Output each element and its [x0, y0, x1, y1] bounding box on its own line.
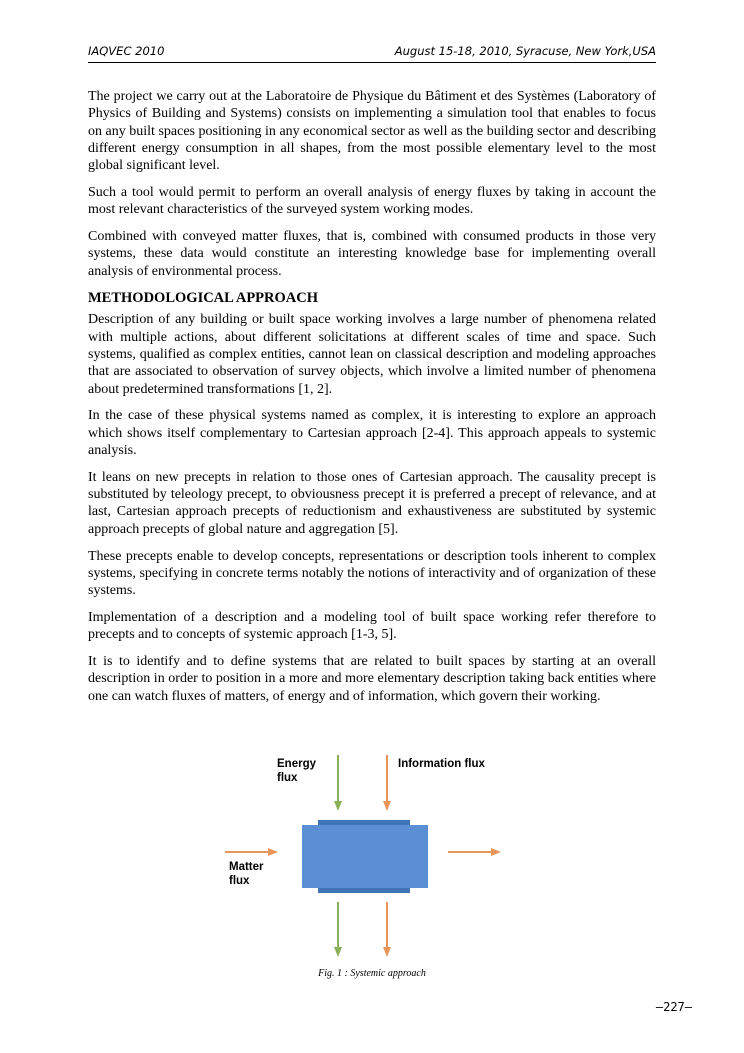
body-text: [88, 88, 656, 714]
paragraph: It is to identify and to define systems that are related to built spaces by starting at an overall description in order to position in a more and more elementary description taking back entities where one can watch fluxes of matters, of energy and of information, which govern their working.: [88, 654, 656, 704]
paragraph: It leans on new precepts in relation to those ones of Cartesian approach. The causality precept is substituted by teleology precept, to obviousness precept it is preferred a precept of relevance, and at last, Cartesian approach precepts of reductionism and exhaustiveness are substituted by systemic approach precepts of global nature and aggregation [5].: [88, 469, 656, 537]
page-header: [88, 42, 656, 63]
energy-flux-label: [277, 757, 316, 785]
paragraph: In the case of these physical systems named as complex, it is interesting to explore an approach which shows itself complementary to Cartesian approach [2-4]. This approach appeals to systemic analysis.: [88, 408, 656, 459]
paragraph: The project we carry out at the Laboratoire de Physique du Bâtiment et des Systèmes (Laboratory of Physics of Building and Systems) consists on implementing a simulation tool that enables to focus on any built spaces positioning in any economical sector as well as the building sector and describing different energy consumption in all shapes, from the most possible elementary level to the most global significant level.: [88, 89, 656, 174]
matter-flux-label-line1: Matter: [229, 861, 264, 873]
page-number: –227–: [655, 1000, 692, 1014]
paragraph: Such a tool would permit to perform an overall analysis of energy fluxes by taking in account the most relevant characteristics of the surveyed system working modes.: [88, 184, 656, 218]
paragraph: These precepts enable to develop concepts, representations or description tools inherent to complex systems, specifying in concrete terms notably the notions of interactivity and of organization of these systems.: [88, 548, 656, 599]
paragraph: Description of any building or built space working involves a large number of phenomena related with multiple actions, about different solicitations at different scales of time and space. Such systems, qualified as complex entities, cannot lean on classical description and modeling approaches that are associated to observation of survey objects, which involve a limited number of phenomena about predetermined transformations [1, 2].: [88, 312, 656, 397]
matter-flux-label-line2: flux: [229, 875, 250, 887]
figure-caption: Fig. 1 : Systemic approach: [318, 968, 426, 979]
information-flux-label: Information flux: [398, 758, 485, 770]
paragraph: Implementation of a description and a modeling tool of built space working refer therefore to precepts and to concepts of systemic approach [1-3, 5].: [88, 609, 656, 643]
system-box: [302, 825, 428, 888]
paragraph: Combined with conveyed matter fluxes, that is, combined with consumed products in those very systems, these data would constitute an interesting knowledge base for implementing overall analysis of environmental process.: [88, 229, 656, 279]
system-box-edge: [318, 820, 410, 893]
energy-flux-label-line2: flux: [277, 772, 298, 784]
energy-flux-label-line1: Energy: [277, 758, 316, 770]
section-heading: METHODOLOGICAL APPROACH: [88, 290, 319, 307]
matter-flux-label: [229, 860, 264, 888]
conference-name: IAQVEC 2010: [88, 44, 165, 58]
conference-date-location: August 15-18, 2010, Syracuse, New York,USA: [394, 44, 656, 58]
